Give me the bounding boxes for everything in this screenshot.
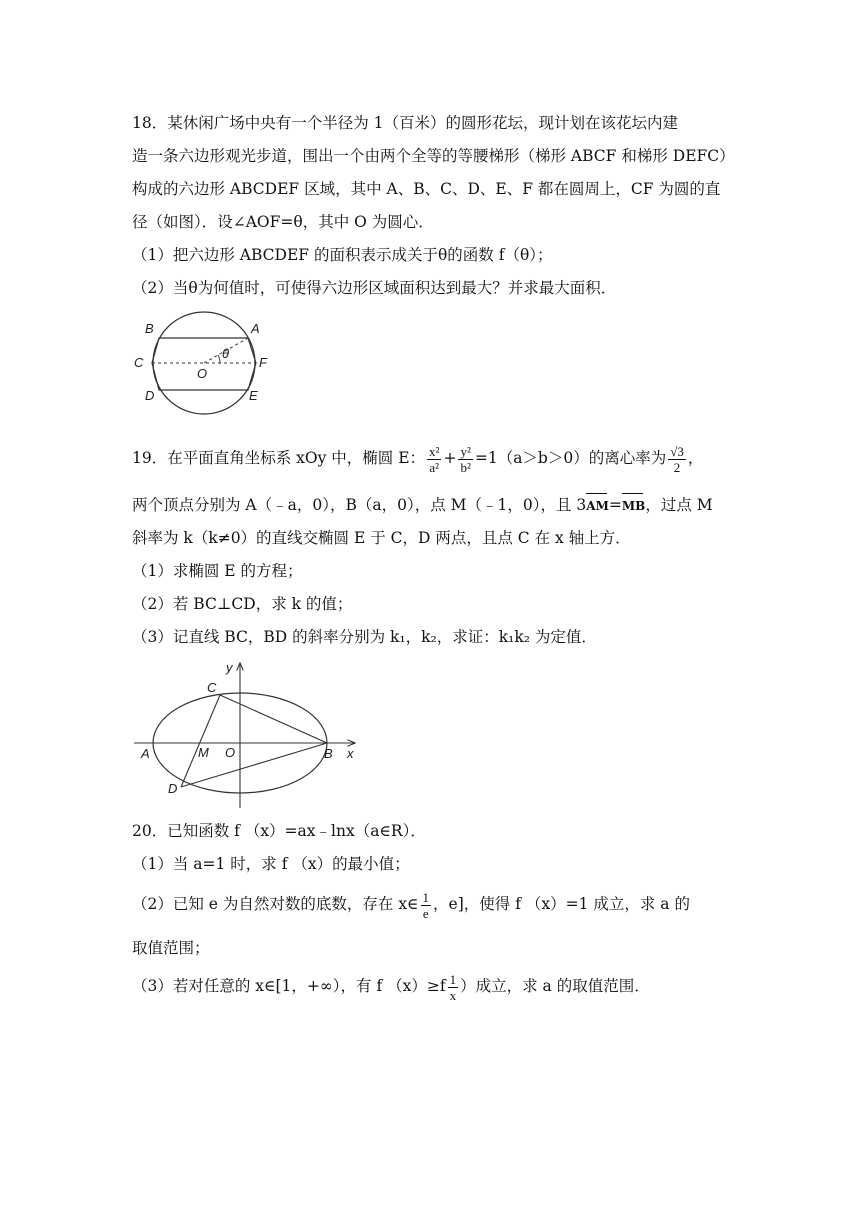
- q18-stem-line1: 18．某休闲广场中央有一个半径为 1（百米）的圆形花坛，现计划在该花坛内建: [132, 114, 679, 132]
- q18-part2: （2）当θ为何值时，可使得六边形区域面积达到最大？并求最大面积．: [132, 279, 617, 297]
- vector-AM: AM: [586, 495, 609, 517]
- q18-stem-line3: 构成的六边形 ABCDEF 区域，其中 A、B、C、D、E、F 都在圆周上，CF 为圆的直: [132, 180, 721, 198]
- q18-stem-line2: 造一条六边形观光步道，围出一个由两个全等的等腰梯形（梯形 ABCF 和梯形 DEFC）: [132, 147, 735, 165]
- label-D: D: [145, 388, 155, 403]
- label-F: F: [259, 355, 267, 370]
- label-A: A: [141, 746, 150, 761]
- q19-comma: ，: [687, 449, 704, 467]
- label-theta: θ: [222, 346, 230, 361]
- q19-pre: 19．在平面直角坐标系 xOy 中，椭圆 E：: [132, 449, 426, 467]
- q19-stem-line1: [132, 440, 703, 476]
- label-O: O: [197, 366, 208, 381]
- q19-part2: （2）若 BC⊥CD，求 k 的值；: [132, 595, 353, 613]
- q20-part1: （1）当 a=1 时，求 f （x）的最小值；: [132, 855, 410, 873]
- q19-mid: =1（a＞b＞0）的离心率为: [474, 449, 667, 467]
- q20-part2-line1: （2）已知 e 为自然对数的底数，存在 x∈ $\frac{1}{e}$ ，e]，使得 f （x）=1 成立，求 a 的: [132, 889, 690, 921]
- label-B: B: [324, 746, 333, 761]
- q18-hexagon-figure: [132, 310, 282, 420]
- q19-frac-x: $\frac{\text{x²}}{\text{a²}}$: [429, 443, 440, 475]
- q19-stem-line3: 斜率为 k（k≠0）的直线交椭圆 E 于 C，D 两点，且点 C 在 x 轴上方．: [132, 529, 631, 547]
- label-x-axis: x: [347, 746, 354, 761]
- label-E: E: [249, 388, 258, 403]
- q20-part2-line2: 取值范围；: [132, 939, 210, 957]
- q20-stem: 20．已知函数 f （x）=ax﹣lnx（a∈R）．: [132, 822, 426, 840]
- label-C: C: [134, 355, 144, 370]
- q20-frac-1-over-e: $\frac{1}{e}$: [422, 889, 430, 921]
- q20-part3: （3）若对任意的 x∈[1，+∞），有 f （x）≥f $\frac{1}{x}$ ）成立，求 a 的取值范围．: [132, 971, 650, 1003]
- q18-stem-line4: 径（如图）．设∠AOF=θ，其中 O 为圆心．: [132, 213, 434, 231]
- label-O: O: [225, 745, 236, 760]
- label-y-axis: y: [226, 660, 233, 675]
- q19-eccentricity: $\frac{√3}{2}$: [670, 443, 684, 475]
- vector-MB: MB: [622, 495, 645, 517]
- label-A: A: [251, 321, 260, 336]
- q18-part1: （1）把六边形 ABCDEF 的面积表示成关于θ的函数 f（θ）；: [132, 246, 553, 264]
- label-C: C: [207, 680, 217, 695]
- label-D: D: [168, 781, 178, 796]
- label-B: B: [145, 321, 154, 336]
- q19-frac-y: $\frac{\text{y²}}{\text{b²}}$: [460, 443, 471, 475]
- label-M: M: [198, 745, 209, 760]
- q20-frac-1-over-x: $\frac{1}{x}$: [449, 971, 457, 1003]
- q19-stem-line2: 两个顶点分别为 A（﹣a，0），B（a，0），点 M（﹣1，0），且 3AM=MB，过点 M: [132, 494, 713, 517]
- q19-plus: +: [443, 449, 457, 467]
- q19-part3: （3）记直线 BC，BD 的斜率分别为 k₁，k₂，求证：k₁k₂ 为定值．: [132, 628, 597, 646]
- q19-ellipse-figure: [132, 660, 362, 810]
- q19-part1: （1）求椭圆 E 的方程；: [132, 562, 303, 580]
